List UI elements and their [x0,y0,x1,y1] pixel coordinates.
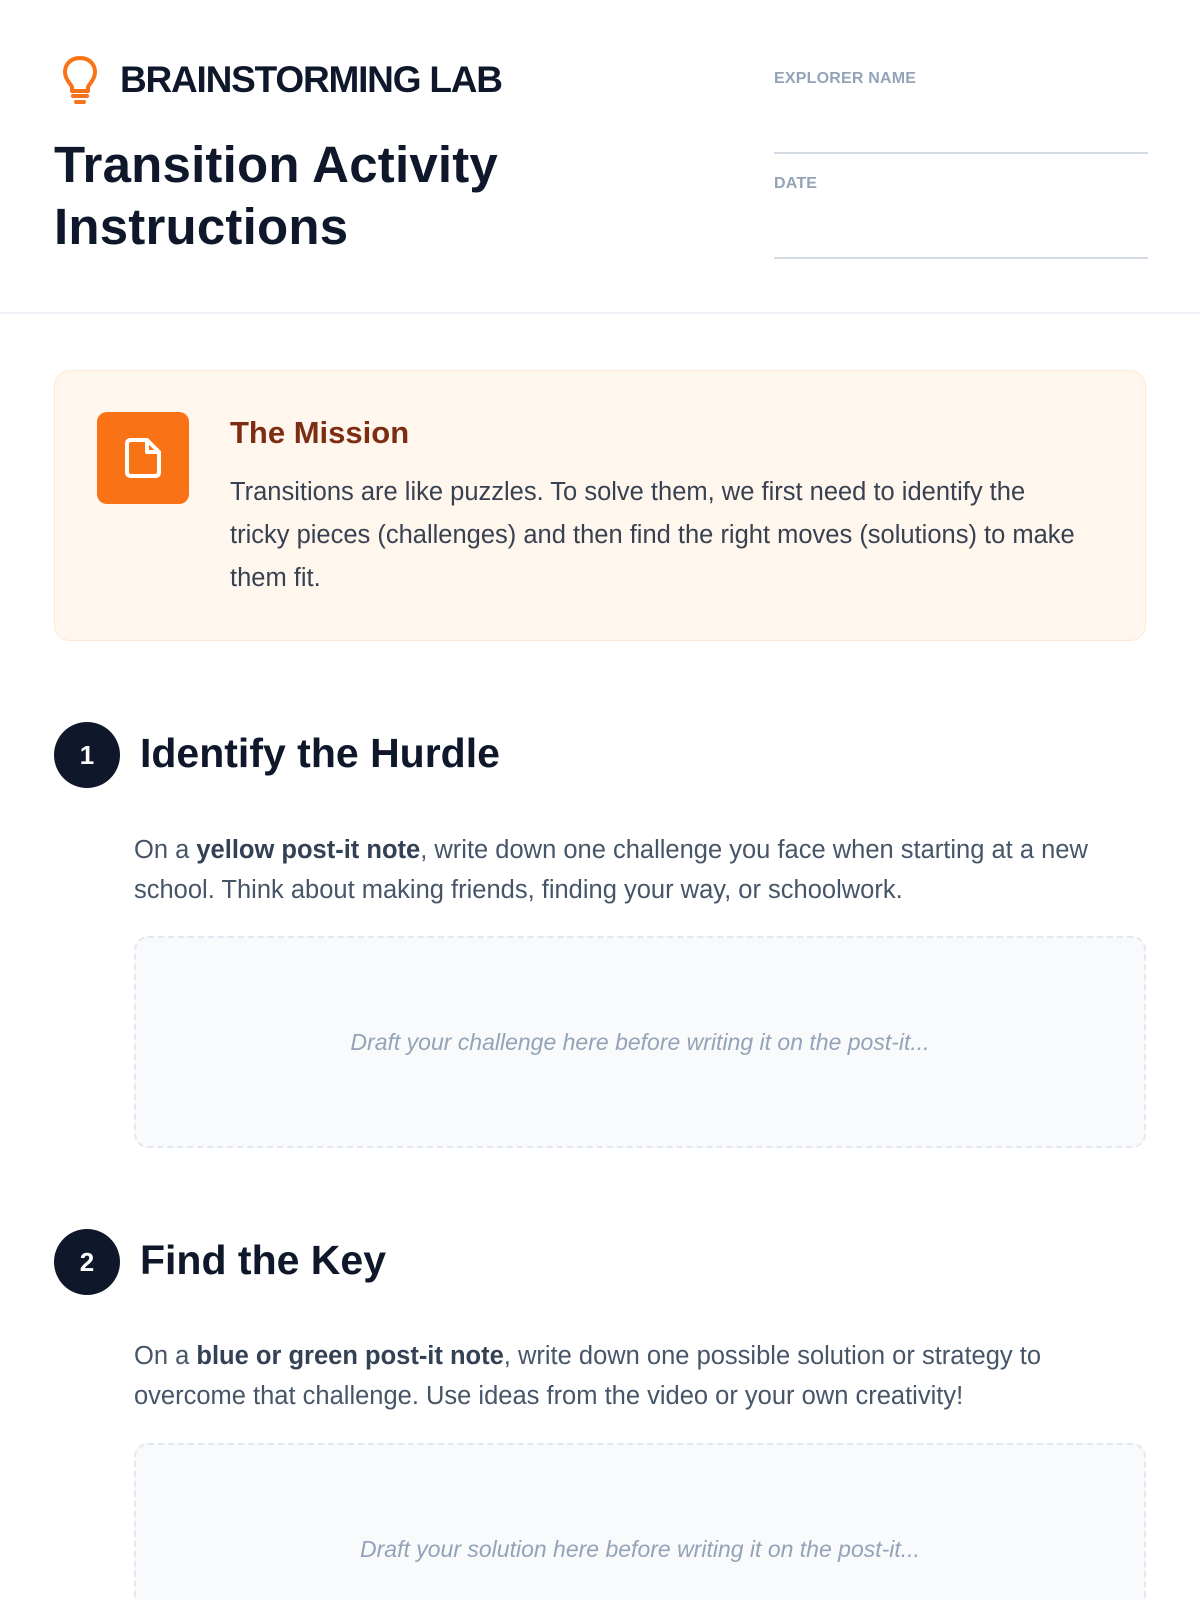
step-instructions [134,830,1154,910]
challenge-draft-box[interactable] [134,936,1146,1148]
date-label: DATE [774,175,818,192]
step-instructions [134,1336,1154,1416]
page-title [54,134,498,258]
step-title: Find the Key [140,1237,387,1283]
solution-draft-placeholder: Draft your solution here before writing it on the post-it... [360,1535,920,1562]
page-title-line-2: Instructions [54,198,349,255]
step-text-after: , write down one challenge you face when starting at a new school. Think about making friends, finding your way, or schoolwork. [134,836,1088,904]
challenge-draft-placeholder: Draft your challenge here before writing it on the post-it... [350,1028,930,1055]
brand-name: BRAINSTORMING LAB [120,59,502,100]
step-text-before: On a [134,1342,197,1370]
page-title-line-1: Transition Activity [54,136,498,193]
step-text-before: On a [134,836,197,864]
brand [60,54,502,106]
step-number-badge: 1 [54,722,120,788]
step-text-after: , write down one possible solution or strategy to overcome that challenge. Use ideas from the video or your own creativity! [134,1342,1042,1410]
date-input-line[interactable] [774,257,1148,259]
step-text-highlight: blue or green post-it note [196,1342,504,1370]
date-field [774,175,1148,193]
explorer-name-field [774,70,1148,88]
mission-card [54,370,1146,641]
lightbulb-icon [60,54,100,106]
mission-title: The Mission [230,415,410,450]
step-text-highlight: yellow post-it note [196,836,421,864]
explorer-name-label: EXPLORER NAME [774,70,917,87]
mission-text: Transitions are like puzzles. To solve them, we first need to identify the tricky pieces (challenges) and then find the right moves (solutions) to make them fit. [230,478,1075,592]
solution-draft-box[interactable] [134,1443,1146,1600]
note-icon [97,412,189,504]
step-title: Identify the Hurdle [140,730,500,776]
explorer-name-input-line[interactable] [774,152,1148,154]
page-header [0,0,1200,314]
note-icon-glyph [119,434,167,482]
step-number-badge: 2 [54,1229,120,1295]
